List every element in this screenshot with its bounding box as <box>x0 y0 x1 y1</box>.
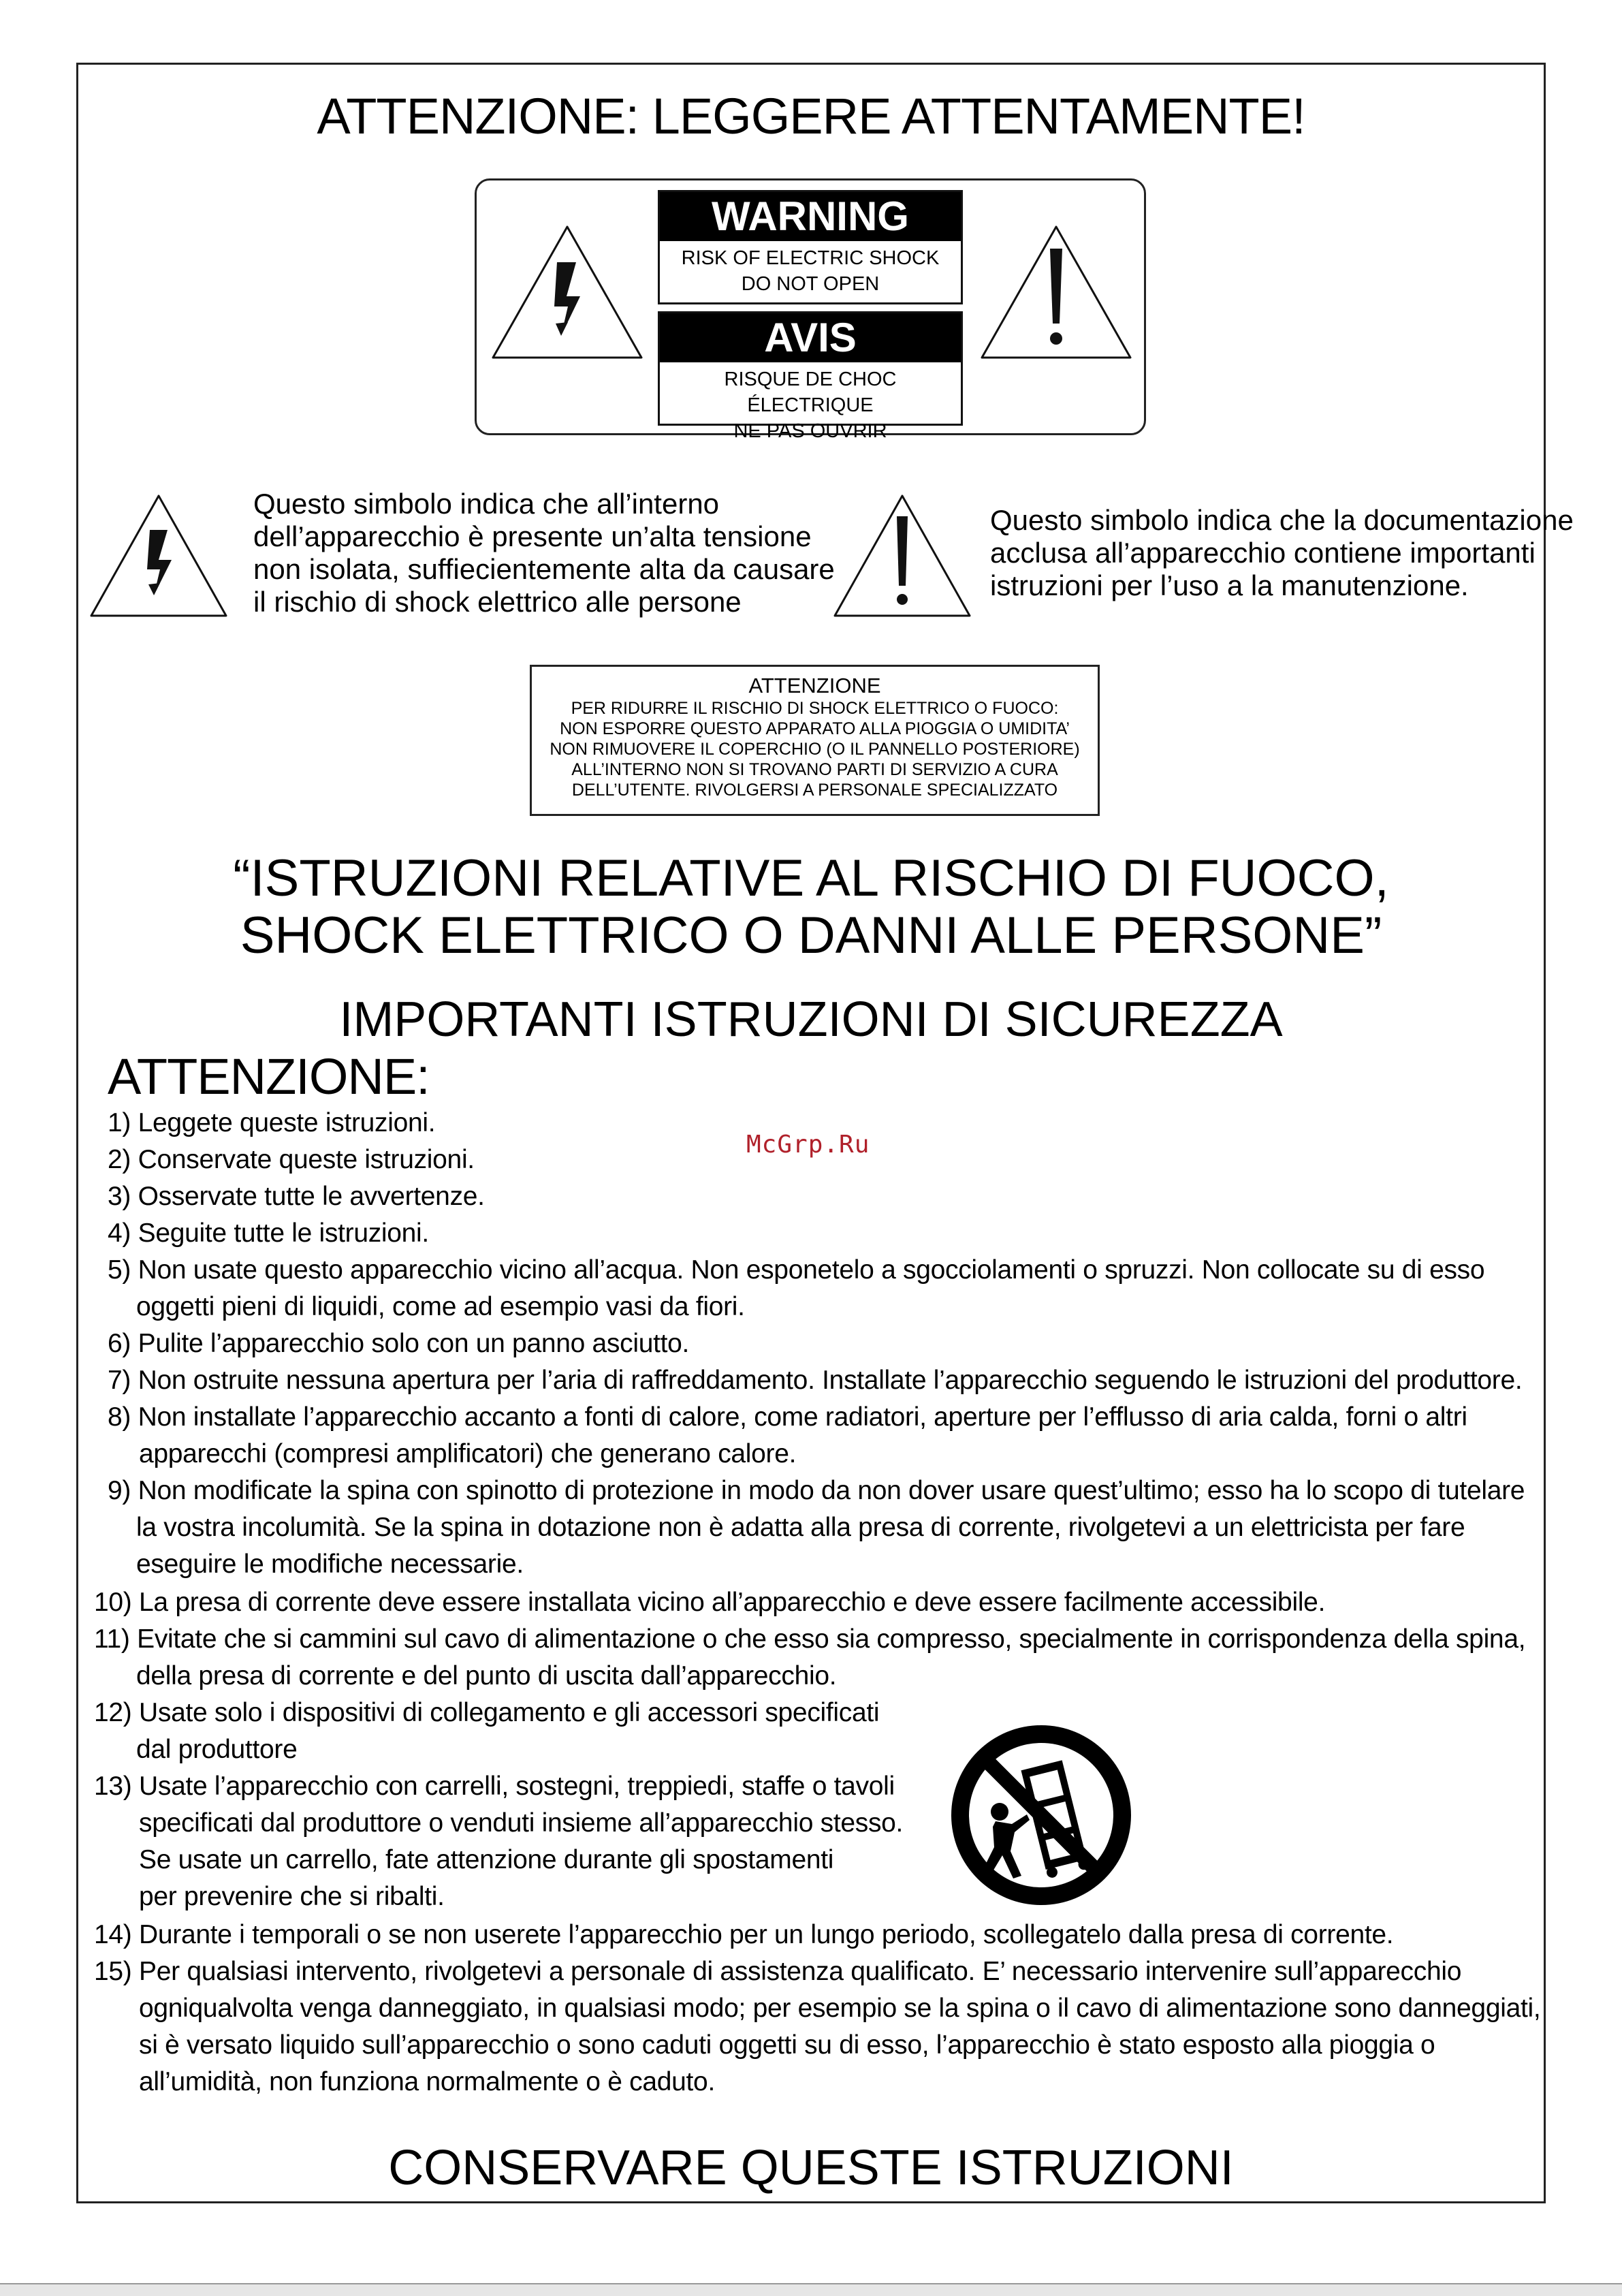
avis-line-2: NE PAS OUVRIR <box>733 420 887 442</box>
warning-heading: WARNING <box>660 192 961 241</box>
list-item: all’umidità, non funziona normalmente o è caduto. <box>139 2067 715 2096</box>
caution-box <box>530 665 1100 816</box>
viewer-bottom-bar <box>0 2283 1622 2296</box>
warning-label-box <box>475 178 1146 442</box>
warning-line-1: RISK OF ELECTRIC SHOCK <box>681 247 940 269</box>
watermark: McGrp.Ru <box>746 1131 870 1159</box>
list-item: 4) Seguite tutte le istruzioni. <box>108 1218 429 1248</box>
caution-line: NON ESPORRE QUESTO APPARATO ALLA PIOGGIA O UMIDITA’ <box>560 719 1070 738</box>
caution-line: PER RIDURRE IL RISCHIO DI SHOCK ELETTRICO O FUOCO: <box>571 699 1059 718</box>
caution-line: ALL’INTERNO NON SI TROVANO PARTI DI SERVIZIO A CURA <box>571 760 1058 779</box>
exclamation-symbol-description: Questo simbolo indica che la documentazione acclusa all’apparecchio contiene importanti istruzioni per l’uso a la manutenzione. <box>990 504 1574 601</box>
list-item: 13) Usate l’apparecchio con carrelli, sostegni, treppiedi, staffe o tavoli <box>94 1772 895 1801</box>
caution-line: DELL’UTENTE. RIVOLGERSI A PERSONALE SPECIALIZZATO <box>571 781 1058 800</box>
avis-line-1: RISQUE DE CHOC ÉLECTRIQUE <box>724 368 897 416</box>
lightning-triangle-icon <box>489 221 646 364</box>
list-item: apparecchi (compresi amplificatori) che generano calore. <box>139 1439 797 1468</box>
list-item: eseguire le modifiche necessarie. <box>136 1550 524 1579</box>
list-item: Se usate un carrello, fate attenzione durante gli spostamenti <box>139 1845 834 1874</box>
list-item: 10) La presa di corrente deve essere installata vicino all’apparecchio e deve essere facilmente accessibile. <box>94 1588 1326 1617</box>
list-item: 11) Evitate che si cammini sul cavo di alimentazione o che esso sia compresso, specialmente in corrispondenza della spina, <box>94 1624 1526 1654</box>
list-item: 5) Non usate questo apparecchio vicino all’acqua. Non esponetelo a sgocciolamenti o spruzzi. Non collocate su di esso <box>108 1255 1485 1285</box>
list-item: 8) Non installate l’apparecchio accanto a fonti di calore, come radiatori, aperture per l’efflusso di aria calda, forni o altri <box>108 1402 1467 1432</box>
cart-tipover-warning-icon <box>951 1725 1132 1906</box>
exclamation-triangle-icon <box>978 221 1134 364</box>
list-item: dal produttore <box>136 1735 298 1764</box>
warning-line-2: DO NOT OPEN <box>741 273 880 295</box>
caution-title: ATTENZIONE <box>748 674 881 697</box>
list-item: 1) Leggete queste istruzioni. <box>108 1108 436 1137</box>
list-item: per prevenire che si ribalti. <box>139 1882 445 1911</box>
attention-heading: ATTENZIONE: <box>108 1048 430 1105</box>
list-item: 9) Non modificate la spina con spinotto di protezione in modo da non dover usare quest’ultimo; esso ha lo scopo di tutelare <box>108 1476 1525 1505</box>
exclamation-triangle-icon <box>831 492 974 621</box>
lightning-symbol-description: Questo simbolo indica che all’interno dell’apparecchio è presente un’alta tensione non isolata, suffiecientemente alta da causare il rischio di shock elettrico alle persone <box>253 488 835 618</box>
list-item: 14) Durante i temporali o se non userete l’apparecchio per un lungo periodo, scollegatelo dalla presa di corrente. <box>94 1920 1394 1949</box>
avis-heading: AVIS <box>660 313 961 362</box>
list-item: 6) Pulite l’apparecchio solo con un panno asciutto. <box>108 1329 690 1358</box>
list-item: 7) Non ostruite nessuna apertura per l’aria di raffreddamento. Installate l’apparecchio seguendo le istruzioni del produttore. <box>108 1366 1523 1395</box>
warning-label-fr <box>658 311 963 442</box>
list-item: la vostra incolumità. Se la spina in dotazione non è adatta alla presa di corrente, rivolgetevi a un elettricista per fare <box>136 1513 1465 1542</box>
lightning-triangle-icon <box>87 492 230 621</box>
risk-quote: “ISTRUZIONI RELATIVE AL RISCHIO DI FUOCO, SHOCK ELETTRICO O DANNI ALLE PERSONE” <box>233 849 1389 964</box>
page-title: ATTENZIONE: LEGGERE ATTENTAMENTE! <box>317 88 1305 144</box>
list-item: specificati dal produttore o venduti insieme all’apparecchio stesso. <box>139 1808 904 1838</box>
list-item: 12) Usate solo i dispositivi di collegamento e gli accessori specificati <box>94 1698 880 1727</box>
list-item: si è versato liquido sull’apparecchio o sono caduti oggetti su di esso, l’apparecchio è stato esposto alla pioggia o <box>139 2030 1435 2060</box>
list-item: 3) Osservate tutte le avvertenze. <box>108 1182 485 1211</box>
list-item: della presa di corrente e del punto di uscita dall’apparecchio. <box>136 1661 837 1690</box>
warning-label-en <box>658 190 963 304</box>
list-item: 15) Per qualsiasi intervento, rivolgetevi a personale di assistenza qualificato. E’ necessario intervenire sull’apparecchio <box>94 1957 1462 1986</box>
list-item: oggetti pieni di liquidi, come ad esempio vasi da fiori. <box>136 1292 745 1321</box>
safety-instructions-title: IMPORTANTI ISTRUZIONI DI SICUREZZA <box>339 992 1283 1047</box>
footer-title: CONSERVARE QUESTE ISTRUZIONI <box>388 2141 1234 2195</box>
caution-line: NON RIMUOVERE IL COPERCHIO (O IL PANNELLO POSTERIORE) <box>550 740 1080 759</box>
list-item: ogniqualvolta venga danneggiato, in qualsiasi modo; per esempio se la spina o il cavo di alimentazione sono danneggiati, <box>139 1994 1541 2023</box>
list-item: 2) Conservate queste istruzioni. <box>108 1145 475 1174</box>
